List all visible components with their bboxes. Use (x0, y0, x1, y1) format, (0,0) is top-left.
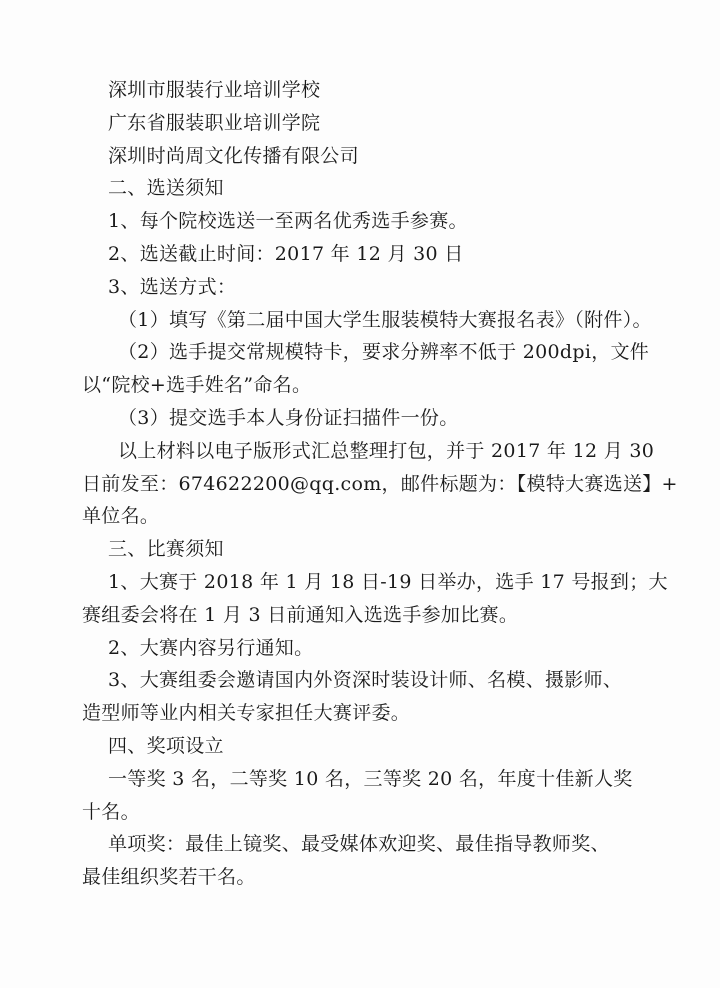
special-awards-line-1: 单项奖：最佳上镜奖、最受媒体欢迎奖、最佳指导教师奖、 (108, 833, 610, 856)
method-3: （3）提交选手本人身份证扫描件一份。 (118, 406, 459, 429)
submission-line-1: 以上材料以电子版形式汇总整理打包，并于 2017 年 12 月 30 (118, 439, 655, 462)
special-awards-line-2: 最佳组织奖若干名。 (82, 866, 256, 889)
submission-line-2: 日前发至：674622200@qq.com，邮件标题为：【模特大赛选送】+ (82, 472, 678, 495)
organizer-1: 深圳市服装行业培训学校 (108, 79, 321, 101)
section-2-item-3: 3、选送方式： (108, 275, 237, 298)
awards-line-1: 一等奖 3 名，二等奖 10 名，三等奖 20 名，年度十佳新人奖 (108, 767, 633, 790)
method-1: （1）填写《第二届中国大学生服装模特大赛报名表》（附件）。 (118, 308, 652, 331)
submission-line-3: 单位名。 (82, 505, 160, 528)
method-2-line-1: （2）选手提交常规模特卡，要求分辨率不低于 200dpi，文件 (118, 341, 650, 364)
section-2-heading: 二、选送须知 (108, 177, 224, 200)
section-3-item-3-line-1: 3、大赛组委会邀请国内外资深时装设计师、名模、摄影师、 (108, 669, 623, 692)
section-3-item-3-line-2: 造型师等业内相关专家担任大赛评委。 (82, 702, 411, 725)
awards-line-2: 十名。 (82, 800, 140, 823)
section-3-item-1-line-2: 赛组委会将在 1 月 3 日前通知入选选手参加比赛。 (82, 603, 519, 626)
section-3-item-2: 2、大赛内容另行通知。 (108, 636, 314, 659)
section-2-item-2: 2、选送截止时间：2017 年 12 月 30 日 (108, 242, 464, 265)
section-2-item-1: 1、每个院校选送一至两名优秀选手参赛。 (108, 210, 468, 233)
method-2-line-2: 以“院校+选手姓名”命名。 (82, 374, 312, 397)
organizer-3: 深圳时尚周文化传播有限公司 (108, 144, 359, 167)
section-3-heading: 三、比赛须知 (108, 538, 224, 561)
organizer-2: 广东省服装职业培训学院 (108, 111, 321, 134)
section-3-item-1-line-1: 1、大赛于 2018 年 1 月 18 日-19 日举办，选手 17 号报到；大 (108, 570, 668, 593)
document-body (82, 74, 678, 894)
section-4-heading: 四、奖项设立 (108, 734, 224, 757)
